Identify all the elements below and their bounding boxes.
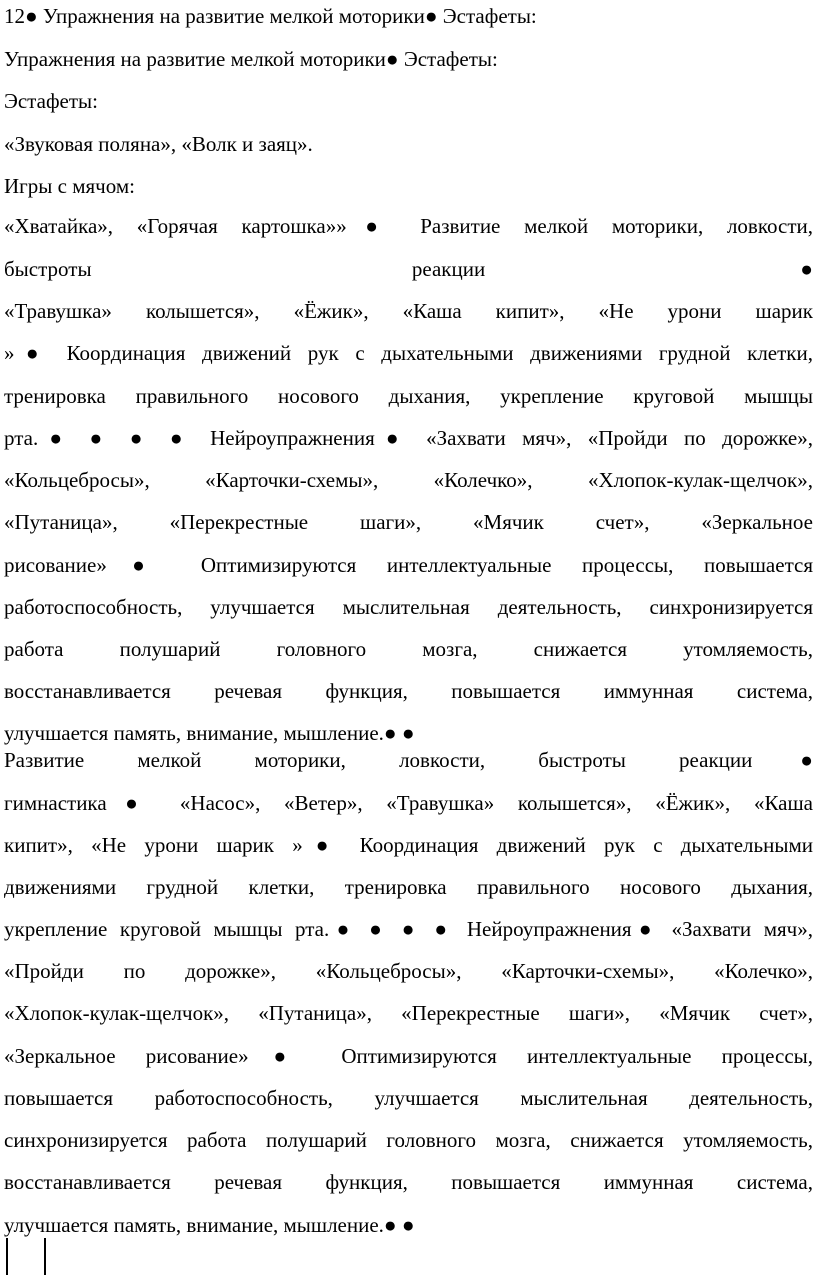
text-line: восстанавливается речевая функция, повышается иммунная система, <box>4 1170 813 1194</box>
text-line: «Пройди по дорожке», «Кольцебросы», «Карточки-схемы», «Колечко», <box>4 959 813 983</box>
text-line: «Путаница», «Перекрестные шаги», «Мячик счет», «Зеркальное <box>4 510 813 534</box>
text-line: восстанавливается речевая функция, повышается иммунная система, <box>4 679 813 703</box>
text-line: Упражнения на развитие мелкой моторики● Эстафеты: <box>4 47 498 71</box>
text-line: Развитие мелкой моторики, ловкости, быстроты реакции● <box>4 748 813 772</box>
text-line: рисование»● Оптимизируются интеллектуальные процессы, повышается <box>4 553 813 577</box>
vertical-rule <box>6 1238 8 1275</box>
text-line: «Звуковая поляна», «Волк и заяц». <box>4 132 313 156</box>
text-line: укрепление круговой мышцы рта.● ● ● ● Нейроупражнения● «Захвати мяч», <box>4 917 813 941</box>
text-line: работа полушарий головного мозга, снижается утомляемость, <box>4 637 813 661</box>
text-line: »● Координация движений рук с дыхательными движениями грудной клетки, <box>4 341 813 365</box>
text-line: Игры с мячом: <box>4 174 135 198</box>
vertical-rule <box>44 1238 46 1275</box>
text-line: «Травушка» колышется», «Ёжик», «Каша кипит», «Не урони шарик <box>4 299 813 323</box>
text-line: рта.● ● ● ● Нейроупражнения● «Захвати мяч», «Пройди по дорожке», <box>4 426 813 450</box>
text-line: работоспособность, улучшается мыслительная деятельность, синхронизируется <box>4 595 813 619</box>
text-line: улучшается память, внимание, мышление.● ● <box>4 1213 415 1237</box>
text-line: движениями грудной клетки, тренировка правильного носового дыхания, <box>4 875 813 899</box>
text-line: кипит», «Не урони шарик »● Координация движений рук с дыхательными <box>4 833 813 857</box>
text-line: повышается работоспособность, улучшается мыслительная деятельность, <box>4 1086 813 1110</box>
text-line: «Зеркальное рисование»● Оптимизируются интеллектуальные процессы, <box>4 1044 813 1068</box>
text-line: синхронизируется работа полушарий головного мозга, снижается утомляемость, <box>4 1128 813 1152</box>
text-line: быстроты реакции● <box>4 257 813 281</box>
text-line: улучшается память, внимание, мышление.● ● <box>4 721 415 745</box>
text-line: Эстафеты: <box>4 89 98 113</box>
text-line: 12● Упражнения на развитие мелкой моторики● Эстафеты: <box>4 4 537 28</box>
text-line: тренировка правильного носового дыхания, укрепление круговой мышцы <box>4 384 813 408</box>
text-line: «Хватайка», «Горячая картошка»»● Развитие мелкой моторики, ловкости, <box>4 214 813 238</box>
text-line: «Хлопок-кулак-щелчок», «Путаница», «Перекрестные шаги», «Мячик счет», <box>4 1001 813 1025</box>
text-line: «Кольцебросы», «Карточки-схемы», «Колечко», «Хлопок-кулак-щелчок», <box>4 468 813 492</box>
text-line: гимнастика● «Насос», «Ветер», «Травушка» колышется», «Ёжик», «Каша <box>4 791 813 815</box>
